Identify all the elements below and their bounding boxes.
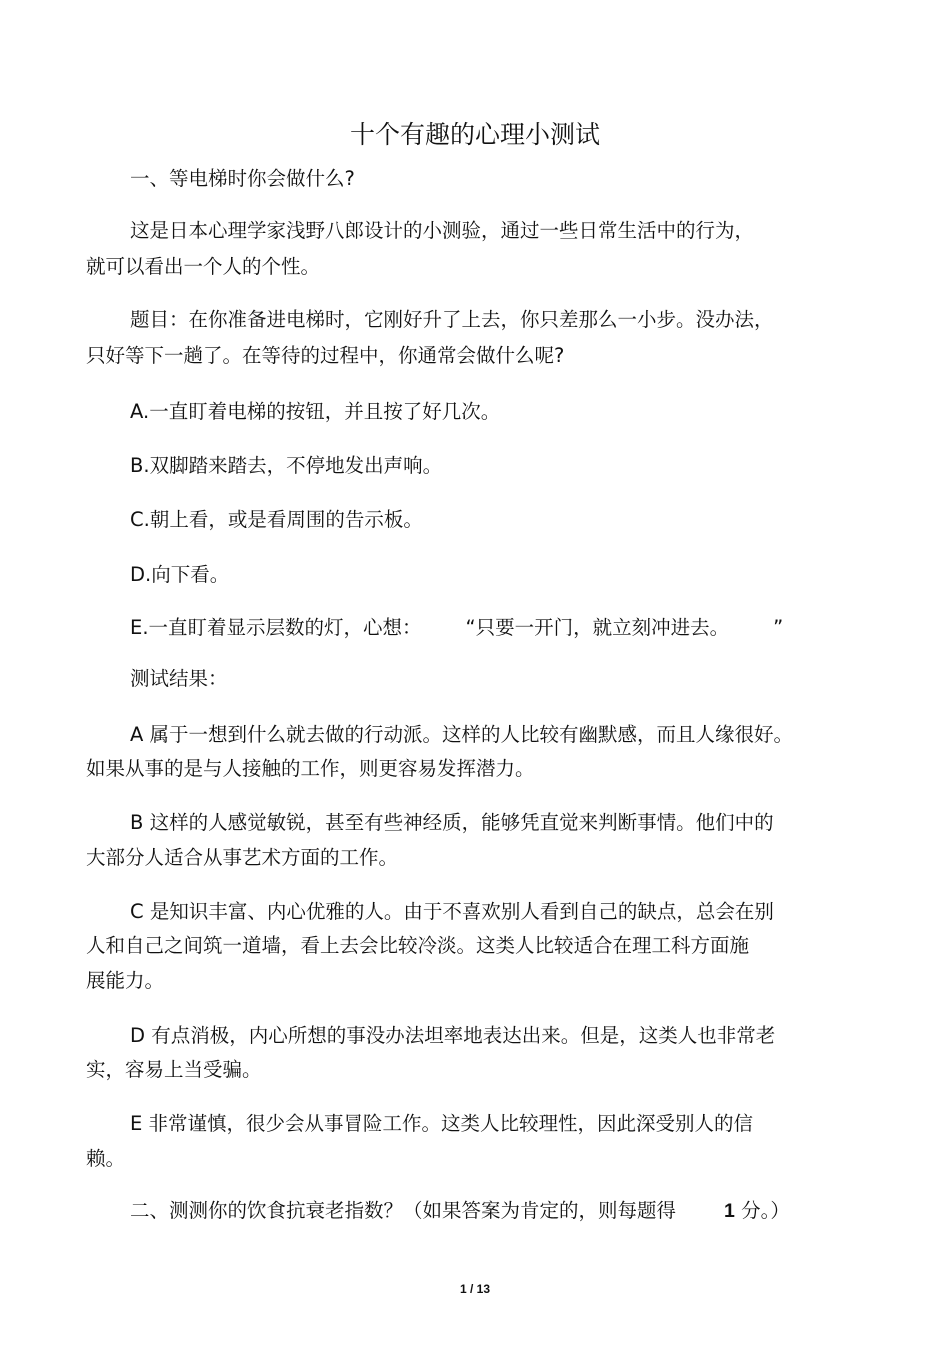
result-c-line-1: C 是知识丰富、内心优雅的人。由于不喜欢别人看到自己的缺点，总会在别 xyxy=(130,900,774,923)
option-d: D.向下看。 xyxy=(130,563,230,586)
result-d-line-2: 实，容易上当受骗。 xyxy=(86,1058,262,1081)
result-e-line-1: E 非常谨慎，很少会从事冒险工作。这类人比较理性，因此深受别人的信 xyxy=(130,1112,754,1135)
option-e-close: ” xyxy=(773,616,784,639)
result-d-line-1: D 有点消极，内心所想的事没办法坦率地表达出来。但是，这类人也非常老 xyxy=(130,1024,776,1047)
section2-tail: 分。） xyxy=(741,1199,790,1222)
option-e-prefix: E.一直盯着显示层数的灯，心想： xyxy=(130,616,422,639)
option-e-quote: “只要一开门，就立刻冲进去。 xyxy=(465,616,730,639)
result-b-line-1: B 这样的人感觉敏锐，甚至有些神经质，能够凭直觉来判断事情。他们中的 xyxy=(130,811,774,834)
option-e xyxy=(130,613,783,643)
result-b-line-2: 大部分人适合从事艺术方面的工作。 xyxy=(86,846,399,869)
result-c-line-2: 人和自己之间筑一道墙，看上去会比较冷淡。这类人比较适合在理工科方面施 xyxy=(86,934,750,957)
results-heading: 测试结果： xyxy=(130,667,228,690)
document-title: 十个有趣的心理小测试 xyxy=(349,120,600,149)
intro-line-1: 这是日本心理学家浅野八郎设计的小测验，通过一些日常生活中的行为， xyxy=(130,219,755,242)
page-number: 1 / 13 xyxy=(459,1282,491,1296)
section1-heading: 一、等电梯时你会做什么? xyxy=(130,167,355,190)
section2-heading-text: 二、测测你的饮食抗衰老指数？（如果答案为肯定的，则每题得 xyxy=(130,1199,677,1222)
question-line-1: 题目：在你准备进电梯时，它刚好升了上去，你只差那么一小步。没办法， xyxy=(130,308,774,331)
result-a-line-1: A 属于一想到什么就去做的行动派。这样的人比较有幽默感，而且人缘很好。 xyxy=(130,723,794,746)
intro-line-2: 就可以看出一个人的个性。 xyxy=(86,255,321,278)
result-c-line-3: 展能力。 xyxy=(86,969,165,992)
question-line-2: 只好等下一趟了。在等待的过程中，你通常会做什么呢? xyxy=(86,344,565,367)
result-e-line-2: 赖。 xyxy=(86,1147,126,1170)
result-a-line-2: 如果从事的是与人接触的工作，则更容易发挥潜力。 xyxy=(86,757,535,780)
section2-score: 1 xyxy=(724,1200,735,1222)
option-c: C.朝上看，或是看周围的告示板。 xyxy=(130,508,423,531)
option-b: B.双脚踏来踏去，不停地发出声响。 xyxy=(130,454,443,477)
option-a: A.一直盯着电梯的按钮，并且按了好几次。 xyxy=(130,400,501,423)
section2-heading xyxy=(130,1196,790,1226)
